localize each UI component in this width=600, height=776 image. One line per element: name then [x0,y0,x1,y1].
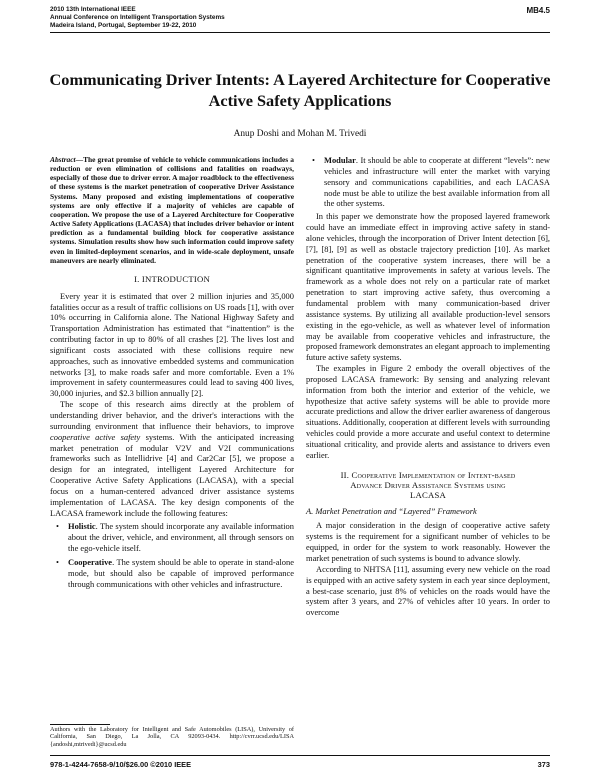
bullet-cooperative: • Cooperative. The system should be able to operate in stand-alone mode, but should also be capable of improved performance through communications with other vehicles and infrastructure. [50,557,294,590]
intro-paragraph-3: In this paper we demonstrate how the proposed layered framework could have an immediate effect in improving active safety in stand-alone vehicles, through the incorporation of Driver Intent detection [6], [7], [8], [9] as well as obstacle trajectory prediction [10]. As market penetration of the cooperative system increases, there will be a significant quantitative improvements in safety at various levels. The framework as a whole does not rely on a particular rate of market penetration to start improving active safety, thus overcoming a fundamental problem with many communication-based driver assistance systems. By utilizing all available production-level sensors existing in the ego-vehicle, as well as whatever level of information may be available from cooperative vehicles and infrastructure, the proposed framework demonstrates an elegant approach to implementing future active safety systems. [306,211,550,363]
page-number: 373 [537,760,550,769]
isbn-footer: 978-1-4244-7658-9/10/$26.00 ©2010 IEEE [50,760,192,769]
intro-paragraph-4: The examples in Figure 2 embody the overall objectives of the proposed LACASA framework: By sensing and analyzing relevant information from both the interior and exterior of the vehicle, we hypothesize that active safety systems will be able to provide more accurate predictions and allow the driver earlier awareness of dangerous situations. Additionally, cooperation at different levels with surrounding vehicles could provide a more accurate and useful context to determine situational criticality, and provide alerts and assistance to drivers even earlier. [306,363,550,460]
conference-line-2: Annual Conference on Intelligent Transportation Systems [50,14,225,22]
abstract-label: Abstract [50,155,76,164]
conference-line-1: 2010 13th International IEEE [50,6,136,13]
section-2-heading: II. Cooperative Implementation of Intent-based Advance Driver Assistance Systems using LACASA [340,469,516,500]
abstract-text: —The great promise of vehicle to vehicle communications includes a reduction or even elimination of collisions and fatalities on roadways, especially of those due to driver error. A major roadblock to the effectiveness of these systems is the market penetration of cooperative Driver Assistance Systems. Many proposed and existing implementations of cooperative systems are only effective if a majority of vehicles are capable of cooperation. We propose the use of a Layered Architecture for Cooperative Active Safety Applications (LACASA) that includes driver behavior or intent prediction as a fundamental building block for cooperative assistance systems. Simulation results show how such information could improve safety even in limited-deployment scenarios, and in wide-scale deployment, unsafe maneuvers are nearly eliminated. [50,155,294,265]
bullet-holistic: • Holistic. The system should incorporate any available information about the driver, vehicle, and environment, all through sensors on the ego-vehicle itself. [50,521,294,554]
paper-title: Communicating Driver Intents: A Layered Architecture for Cooperative Active Safety Applications [49,70,551,110]
session-code: MB4.5 [526,6,550,15]
intro-paragraph-2: The scope of this research aims directly at the problem of understanding driver behavior, and the driver's interactions with the surrounding environment that influence their behaviors, to improve cooperative active safety systems. With the anticipated increasing market penetration of modular V2V and V2I communications frameworks such as Intellidrive [4] and Car2Car [5], we propose a design for an integrated, intelligent Layered Architecture for Cooperative Active Safety Applications (LACASA), with a special focus on a human-centered advanced driver assistance systems implementation of LACASA. The key design components of the LACASA framework include the following features: [50,399,294,518]
section-2-paragraph-2: According to NHTSA [11], assuming every new vehicle on the road is equipped with an active safety system in each year since deployment, a best-case scenario, just 8% of vehicles on the roads would have the system after 3 years, and 27% of vehicles after 10 years. In order to overcome [306,563,550,618]
section-1-heading: I. INTRODUCTION [134,273,210,284]
intro-paragraph-1: Every year it is estimated that over 2 million injuries and 35,000 fatalities occur as a result of traffic collisions on US roads [1], with over 10% occurring in California alone. The National Highway Safety and Transportation Administration has estimated that “inattention” is the contributing factor in up to 80% of all crashes [2]. The lives lost and significant costs associated with these collisions require new approaches, such as innovative embedded systems and communication networks [3], to make roads safer and more comfortable. Even a 1% improvement in safety countermeasures could lead to saving 400 lives, 30,000 injuries, and $2.3 billion annually [2]. [50,290,294,399]
authors: Anup Doshi and Mohan M. Trivedi [233,129,367,139]
subsection-a-heading: A. Market Penetration and “Layered” Framework [306,505,477,516]
bullet-modular: • Modular. It should be able to cooperate at different “levels”: new vehicles and infrastructure will enter the market with varying sensory and communications capabilities, and each LACASA node must be able to utilize the best available information from all the other systems. [306,155,550,209]
emphasis-cooperative-active-safety: cooperative active safety [50,431,141,442]
footnote-rule [50,724,110,725]
footer-rule [50,755,550,756]
conference-header [50,6,225,31]
header-rule [50,32,550,33]
conference-line-3: Madeira Island, Portugal, September 19-22, 2010 [50,22,197,30]
section-2-paragraph-1: A major consideration in the design of cooperative active safety systems is the requirement for a significant number of vehicles to be equipped, in order for the system to work reasonably. However the market penetration of such systems is bound to advance slowly. [306,520,550,563]
author-footnote: Authors with the Laboratory for Intelligent and Safe Automobiles (LISA), University of California, San Diego, La Jolla, CA 92093-0434. http://cvrr.ucsd.edu/LISA {andoshi,mtrivedi}@ucsd.edu [50,726,294,748]
left-column [50,155,294,592]
right-column [306,155,550,618]
abstract [50,155,294,265]
